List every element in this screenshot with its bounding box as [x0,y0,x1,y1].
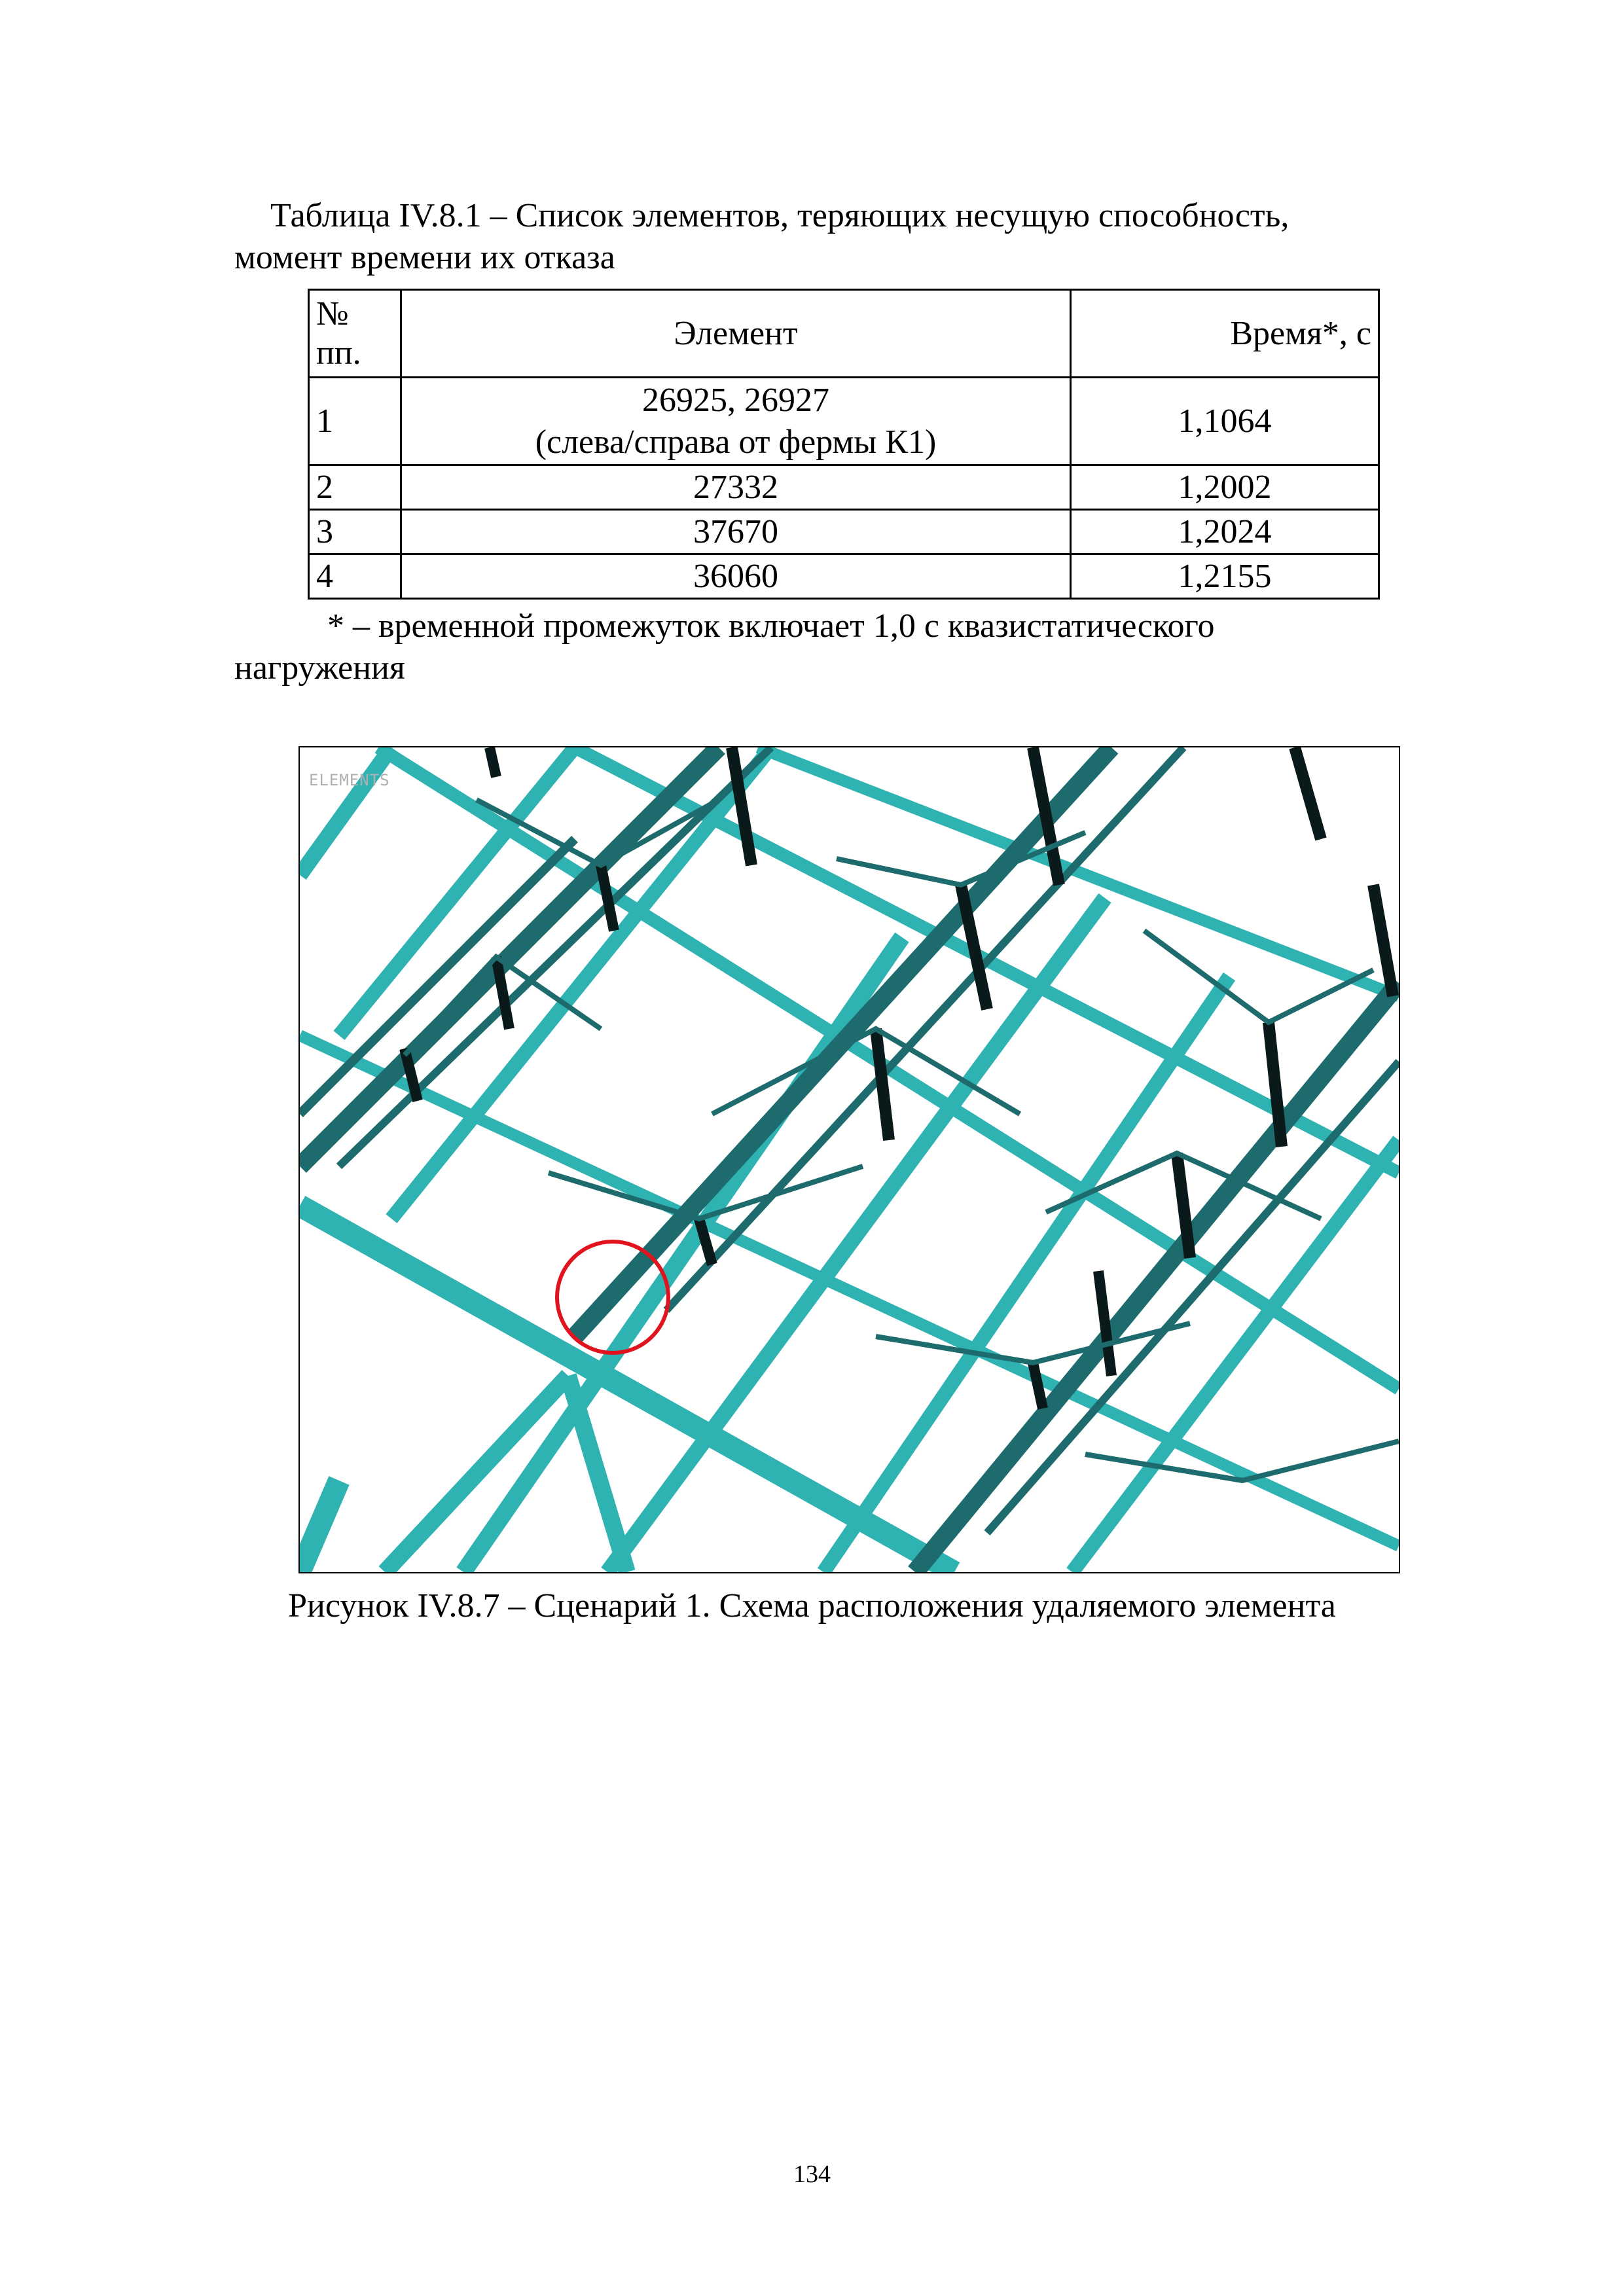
page-number: 134 [793,2161,831,2188]
row-time: 1,2155 [1071,554,1379,599]
truss-top-chord [300,747,719,1166]
secondary-beam [568,1376,627,1572]
truss-figure [298,746,1400,1573]
table-row [309,510,1379,554]
secondary-beam [300,1480,339,1572]
row-element-line1: 26925, 26927 [642,381,829,419]
table-footnote [234,605,1478,689]
table-row [309,554,1379,599]
secondary-beams [300,747,1399,1572]
header-num-line1: № [316,295,349,332]
truss-post [876,1029,889,1140]
row-element: 36060 [401,554,1071,599]
header-element: Элемент [401,290,1071,378]
secondary-beam [300,747,391,875]
table-header-row [309,290,1379,378]
truss-post [601,865,614,931]
figure-caption: Рисунок IV.8.7 – Сценарий 1. Схема расположения удаляемого элемента [288,1587,1336,1624]
row-time: 1,2024 [1071,510,1379,554]
row-time: 1,1064 [1071,378,1379,465]
truss-structure-drawing [300,747,1399,1572]
truss-post [490,747,496,777]
truss-post [1295,747,1321,839]
header-num [309,290,401,378]
table-caption [234,195,1478,279]
table-caption-line1: Таблица IV.8.1 – Список элементов, теряющих несущую способность, [270,197,1290,234]
row-num: 4 [309,554,401,599]
row-num: 1 [309,378,401,465]
footnote-line1: * – временной промежуток включает 1,0 с квазистатического [327,607,1215,645]
table-caption-line2: момент времени их отказа [234,239,615,276]
truss-bottom-chord [987,1062,1399,1533]
header-num-line2: пп. [316,334,361,372]
header-time: Время*, с [1071,290,1379,378]
footnote-line2: нагружения [234,649,405,687]
truss-post [1373,885,1393,996]
row-element-line2: (слева/справа от фермы К1) [535,423,937,461]
row-element: 37670 [401,510,1071,554]
transverse-beam [300,1206,954,1572]
elements-table [308,289,1380,600]
truss-post [1033,1363,1043,1408]
row-time: 1,2002 [1071,465,1379,510]
table-row [309,465,1379,510]
row-element: 27332 [401,465,1071,510]
row-num: 2 [309,465,401,510]
figure-label: ELEMENTS [309,771,390,789]
table-row [309,378,1379,465]
row-num: 3 [309,510,401,554]
row-element [401,378,1071,465]
